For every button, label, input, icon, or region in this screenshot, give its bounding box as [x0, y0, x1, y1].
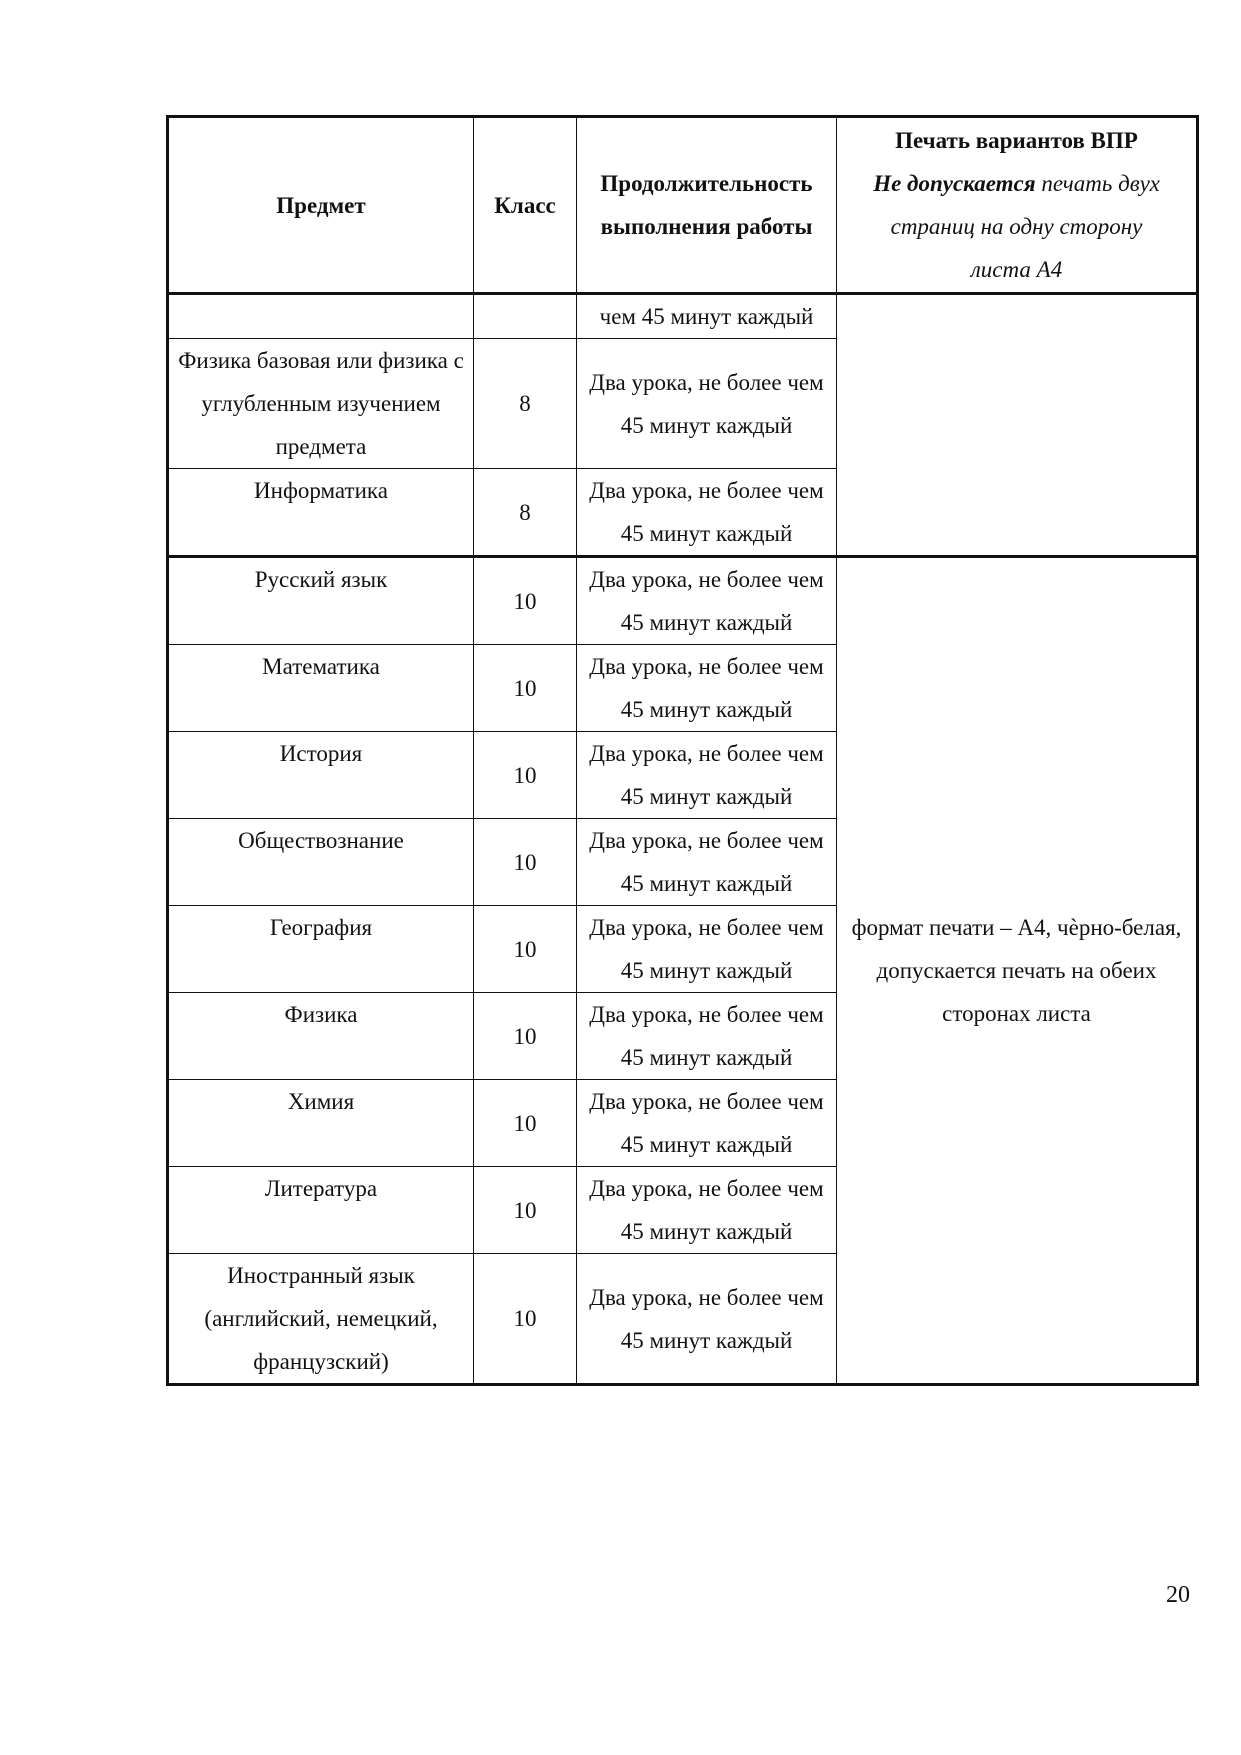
header-grade: Класс — [474, 117, 577, 294]
cell-subject: География — [168, 906, 474, 993]
cell-grade: 10 — [474, 557, 577, 645]
cell-subject: Математика — [168, 645, 474, 732]
cell-subject: Обществознание — [168, 819, 474, 906]
cell-subject: Иностранный язык (английский, немецкий, французский) — [168, 1254, 474, 1385]
cell-duration: Два урока, не более чем 45 минут каждый — [577, 993, 837, 1080]
cell-grade: 10 — [474, 645, 577, 732]
cell-duration: Два урока, не более чем 45 минут каждый — [577, 1167, 837, 1254]
cell-subject: Химия — [168, 1080, 474, 1167]
cell-grade: 10 — [474, 906, 577, 993]
cell-subject — [168, 294, 474, 339]
table-row — [168, 557, 1198, 645]
cell-grade: 8 — [474, 469, 577, 557]
cell-subject: Физика базовая или физика с углубленным изучением предмета — [168, 339, 474, 469]
cell-subject: Русский язык — [168, 557, 474, 645]
header-print-rest: печать двух — [1035, 171, 1160, 196]
header-print-emphasis: Не допускается — [873, 171, 1036, 196]
table-row-continued — [168, 294, 1198, 339]
cell-print-group2: формат печати – А4, чѐрно-белая, допускается печать на обеих сторонах листа — [837, 557, 1198, 1385]
header-print-line4: листа А4 — [970, 257, 1063, 282]
cell-subject: Информатика — [168, 469, 474, 557]
cell-grade: 10 — [474, 1080, 577, 1167]
header-duration-line1: Продолжительность — [600, 171, 813, 196]
cell-duration: Два урока, не более чем 45 минут каждый — [577, 906, 837, 993]
table-body — [168, 294, 1198, 1385]
cell-grade: 10 — [474, 1254, 577, 1385]
cell-duration: Два урока, не более чем 45 минут каждый — [577, 1080, 837, 1167]
cell-grade — [474, 294, 577, 339]
cell-grade: 10 — [474, 732, 577, 819]
table-header-row — [168, 117, 1198, 294]
header-print-title: Печать вариантов ВПР — [895, 128, 1138, 153]
header-duration-line2: выполнения работы — [600, 214, 813, 239]
header-duration — [577, 117, 837, 294]
header-print-line3: страниц на одну сторону — [890, 214, 1143, 239]
cell-grade: 10 — [474, 993, 577, 1080]
cell-duration: Два урока, не более чем 45 минут каждый — [577, 819, 837, 906]
cell-duration: Два урока, не более чем 45 минут каждый — [577, 557, 837, 645]
header-subject: Предмет — [168, 117, 474, 294]
page-number: 20 — [1166, 1582, 1190, 1608]
cell-grade: 10 — [474, 1167, 577, 1254]
cell-duration: Два урока, не более чем 45 минут каждый — [577, 1254, 837, 1385]
vpr-schedule-table — [166, 115, 1199, 1386]
cell-grade: 8 — [474, 339, 577, 469]
cell-duration: Два урока, не более чем 45 минут каждый — [577, 339, 837, 469]
cell-subject: Литература — [168, 1167, 474, 1254]
cell-subject: Физика — [168, 993, 474, 1080]
cell-duration: Два урока, не более чем 45 минут каждый — [577, 732, 837, 819]
cell-subject: История — [168, 732, 474, 819]
cell-duration: Два урока, не более чем 45 минут каждый — [577, 469, 837, 557]
cell-grade: 10 — [474, 819, 577, 906]
header-print — [837, 117, 1198, 294]
cell-duration: чем 45 минут каждый — [577, 294, 837, 339]
cell-duration: Два урока, не более чем 45 минут каждый — [577, 645, 837, 732]
cell-print-group1 — [837, 294, 1198, 557]
